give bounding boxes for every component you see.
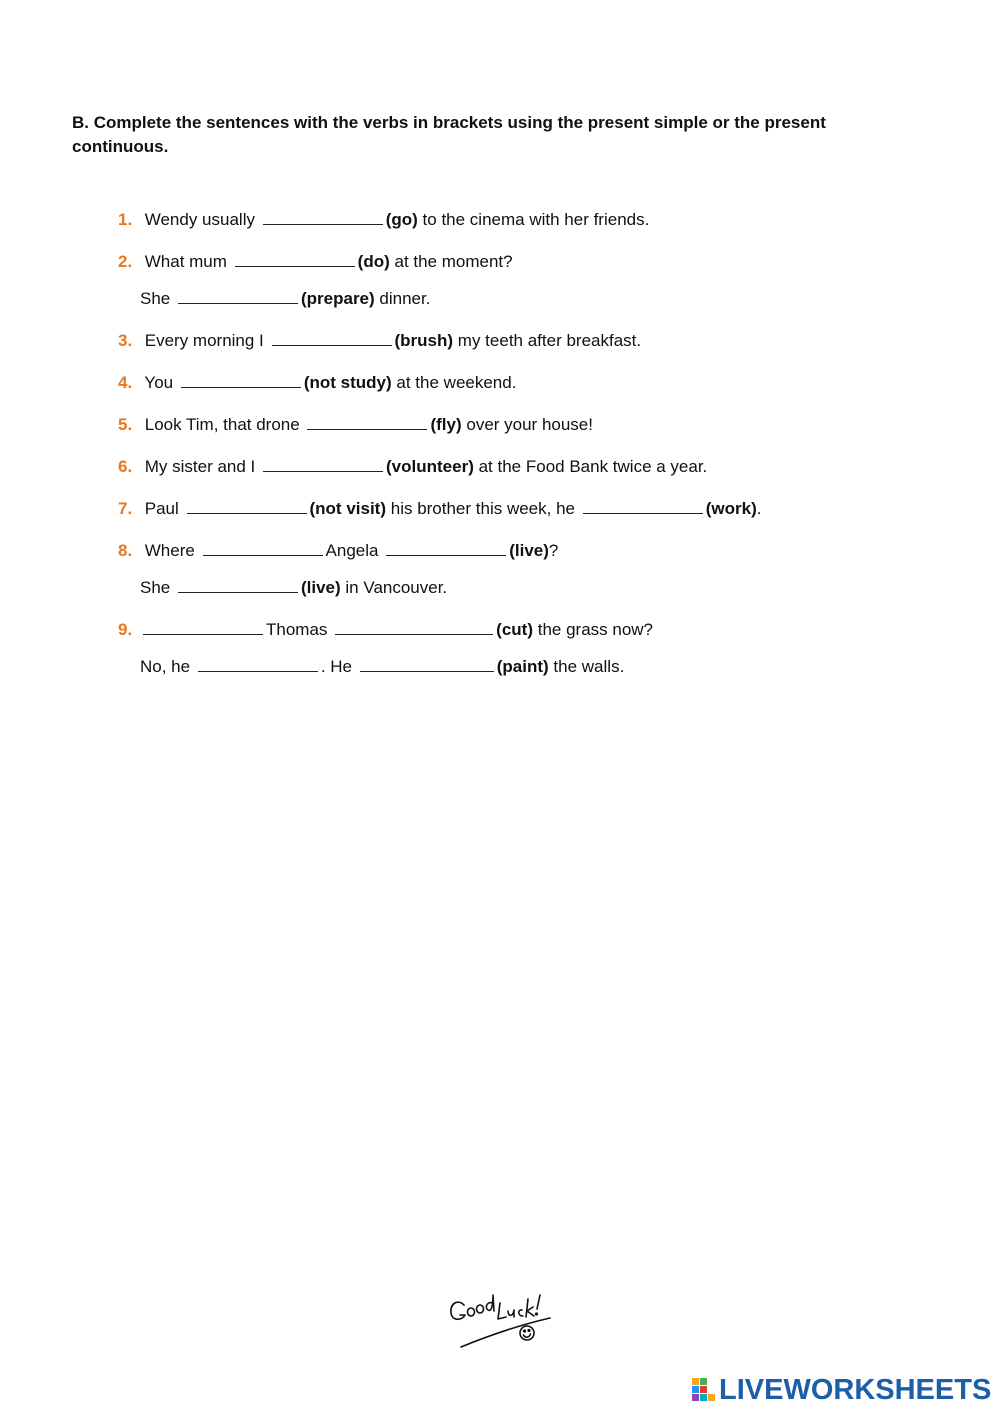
sentence-text: You xyxy=(144,373,174,392)
sentence-text: Wendy usually xyxy=(144,210,255,229)
item-number: 6. xyxy=(118,457,133,476)
liveworksheets-icon xyxy=(692,1378,716,1402)
answer-blank[interactable] xyxy=(307,415,427,430)
answer-blank[interactable] xyxy=(198,657,318,672)
answer-blank[interactable] xyxy=(178,289,298,304)
answer-blank[interactable] xyxy=(263,210,383,225)
answer-blank[interactable] xyxy=(272,331,392,346)
sentence-text: No, he xyxy=(140,657,191,676)
verb-hint: (do) xyxy=(357,252,390,271)
sentence-8-answer xyxy=(140,577,447,599)
item-number: 8. xyxy=(118,541,133,560)
answer-blank[interactable] xyxy=(178,578,298,593)
sentence-text: What mum xyxy=(144,252,227,271)
sentence-3 xyxy=(118,330,641,352)
item-number: 3. xyxy=(118,331,133,350)
good-luck-signature xyxy=(440,1285,560,1355)
sentence-text: over your house! xyxy=(466,415,593,434)
answer-blank[interactable] xyxy=(335,620,493,635)
answer-blank[interactable] xyxy=(187,499,307,514)
verb-hint: (paint) xyxy=(496,657,549,676)
sentence-text: . He xyxy=(320,657,353,676)
verb-hint: (brush) xyxy=(394,331,454,350)
sentence-text: at the moment? xyxy=(394,252,513,271)
item-number: 5. xyxy=(118,415,133,434)
verb-hint: (volunteer) xyxy=(386,457,474,476)
verb-hint: (live) xyxy=(300,578,341,597)
answer-blank[interactable] xyxy=(386,541,506,556)
sentence-text: She xyxy=(140,578,171,597)
sentence-text: Paul xyxy=(144,499,179,518)
sentence-text: at the Food Bank twice a year. xyxy=(478,457,708,476)
sentence-text: . xyxy=(756,499,762,518)
sentence-7 xyxy=(118,498,761,520)
sentence-text: Angela xyxy=(325,541,379,560)
sentence-2 xyxy=(118,251,513,273)
sentence-2-answer xyxy=(140,288,430,310)
sentence-9-answer xyxy=(140,656,624,678)
sentence-text: in Vancouver. xyxy=(345,578,448,597)
sentence-text: She xyxy=(140,289,171,308)
verb-hint: (not visit) xyxy=(309,499,386,518)
brand-name: LIVEWORKSHEETS xyxy=(719,1373,992,1406)
sentence-text: dinner. xyxy=(379,289,431,308)
sentence-text: the grass now? xyxy=(537,620,654,639)
verb-hint: (cut) xyxy=(496,620,533,639)
sentence-text: Where xyxy=(144,541,195,560)
liveworksheets-logo xyxy=(692,1374,991,1406)
sentence-4 xyxy=(118,372,516,394)
verb-hint: (live) xyxy=(509,541,549,560)
sentence-8 xyxy=(118,540,558,562)
item-number: 4. xyxy=(118,373,133,392)
sentence-text: at the weekend. xyxy=(396,373,517,392)
sentence-text: ? xyxy=(548,541,559,560)
sentence-text: My sister and I xyxy=(144,457,256,476)
sentence-5 xyxy=(118,414,593,436)
sentence-text: his brother this week, he xyxy=(390,499,575,518)
verb-hint: (not study) xyxy=(303,373,392,392)
sentence-text: to the cinema with her friends. xyxy=(422,210,650,229)
sentence-text: Thomas xyxy=(266,620,328,639)
verb-hint: (prepare) xyxy=(300,289,375,308)
sentence-6 xyxy=(118,456,707,478)
answer-blank[interactable] xyxy=(181,373,301,388)
item-number: 2. xyxy=(118,252,133,271)
answer-blank[interactable] xyxy=(263,457,383,472)
verb-hint: (go) xyxy=(385,210,418,229)
sentence-9 xyxy=(118,619,653,641)
instructions: B. Complete the sentences with the verbs in brackets using the present simple or the present continuous. xyxy=(72,113,826,156)
sentence-text: the walls. xyxy=(553,657,625,676)
item-number: 1. xyxy=(118,210,133,229)
item-number: 9. xyxy=(118,620,133,639)
sentence-text: Look Tim, that drone xyxy=(144,415,300,434)
sentence-1 xyxy=(118,209,649,231)
answer-blank[interactable] xyxy=(143,620,263,635)
item-number: 7. xyxy=(118,499,133,518)
verb-hint: (work) xyxy=(705,499,757,518)
answer-blank[interactable] xyxy=(583,499,703,514)
sentence-text: Every morning I xyxy=(144,331,264,350)
answer-blank[interactable] xyxy=(203,541,323,556)
answer-blank[interactable] xyxy=(235,252,355,267)
sentence-text: my teeth after breakfast. xyxy=(457,331,642,350)
verb-hint: (fly) xyxy=(430,415,462,434)
answer-blank[interactable] xyxy=(360,657,494,672)
